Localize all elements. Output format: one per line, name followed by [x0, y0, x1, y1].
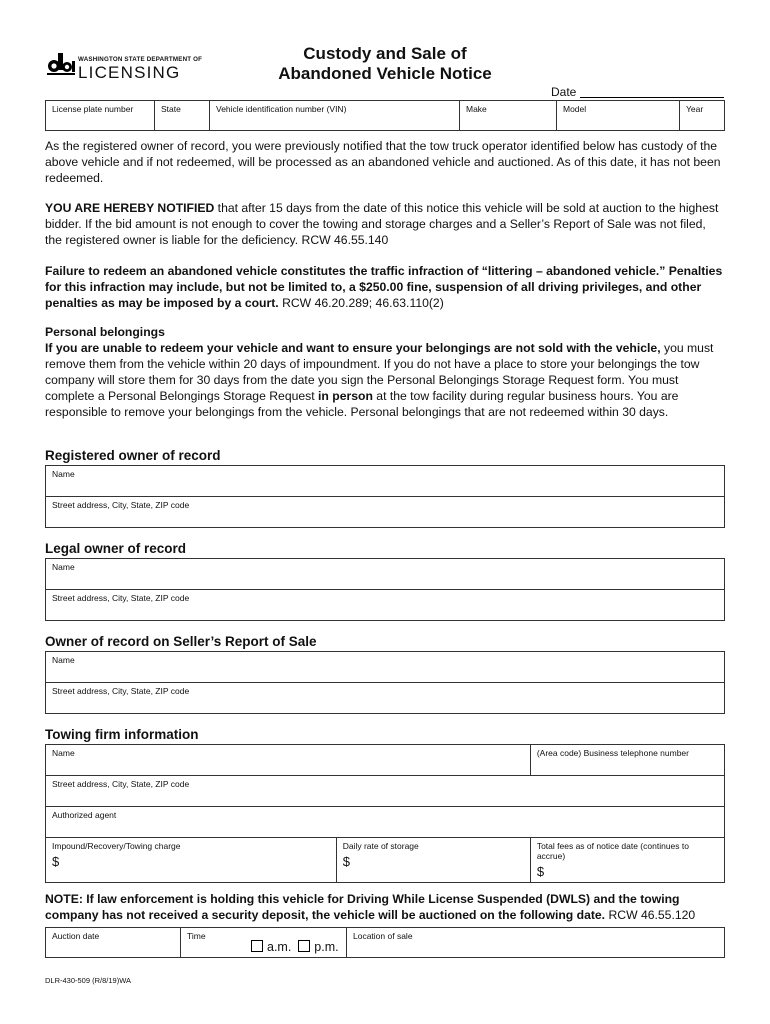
daily-rate-dollar: $ — [342, 854, 350, 869]
license-plate-field[interactable]: License plate number — [46, 101, 155, 131]
seller-owner-name-field[interactable]: Name — [46, 652, 725, 683]
towing-address-field[interactable]: Street address, City, State, ZIP code — [46, 776, 725, 807]
dwls-note: NOTE: If law enforcement is holding this vehicle for Driving While License Suspended (DWLS) and the towing company has not received a security deposit, the vehicle will be auctioned on the following date. RCW 46.55.120 — [45, 892, 696, 922]
date-label: Date — [551, 85, 577, 99]
pm-label: p.m. — [314, 940, 339, 954]
seller-owner-heading: Owner of record on Seller’s Report of Sale — [45, 634, 317, 649]
auction-date-field[interactable]: Auction date — [46, 928, 181, 958]
authorized-agent-field[interactable]: Authorized agent — [46, 807, 725, 838]
location-of-sale-field[interactable]: Location of sale — [347, 928, 725, 958]
auction-time-field[interactable]: Time a.m. p.m. — [181, 928, 347, 958]
legal-owner-heading: Legal owner of record — [45, 541, 187, 556]
agency-logo-word: LICENSING — [78, 63, 181, 82]
model-field[interactable]: Model — [557, 101, 680, 131]
seller-owner-address-field[interactable]: Street address, City, State, ZIP code — [46, 683, 725, 714]
registered-owner-name-field[interactable]: Name — [46, 466, 725, 497]
towing-firm-heading: Towing firm information — [45, 727, 199, 742]
infraction-paragraph: Failure to redeem an abandoned vehicle constitutes the traffic infraction of “littering – abandoned vehicle.” Penalties for this infraction may include, but not be limited to, a $250.00 fine, suspension of all driving privileges, and other penalties as may be imposed by a court. RCW 46.20.289; 46.63.110(2) — [45, 264, 723, 310]
title-line-1: Custody and Sale of — [303, 44, 467, 63]
vehicle-table — [45, 100, 725, 131]
registered-owner-address-field[interactable]: Street address, City, State, ZIP code — [46, 497, 725, 528]
state-field[interactable]: State — [155, 101, 210, 131]
dol-logo-icon — [44, 53, 76, 77]
registered-owner-table — [45, 465, 725, 528]
year-field[interactable]: Year — [680, 101, 725, 131]
pm-checkbox[interactable] — [298, 940, 310, 952]
auction-table — [45, 927, 725, 958]
notice-paragraph-1: As the registered owner of record, you were previously notified that the tow truck operator identified below has custody of the above vehicle and if not redeemed, will be processed as an abandoned vehicle and auctioned. As of this date, it has not been redeemed. — [45, 139, 721, 185]
impound-charge-field[interactable]: Impound/Recovery/Towing charge $ — [46, 838, 337, 883]
legal-owner-address-field[interactable]: Street address, City, State, ZIP code — [46, 590, 725, 621]
seller-owner-table — [45, 651, 725, 714]
date-field[interactable] — [580, 97, 724, 98]
legal-owner-name-field[interactable]: Name — [46, 559, 725, 590]
am-checkbox[interactable] — [251, 940, 263, 952]
legal-owner-table — [45, 558, 725, 621]
belongings-paragraph: Personal belongings If you are unable to redeem your vehicle and want to ensure your belongings are not sold with the vehicle, you must remove them from the vehicle within 20 days of impoundment. If you do not have a place to store your belongings the tow company will store them for 30 days from the date you sign the Personal Belongings Storage Request form. You must complete a Personal Belongings Storage Request in person at the tow facility during regular business hours. You are responsible to remove your belongings from the vehicle. Personal belongings that are not redeemed within 30 days. — [45, 324, 725, 420]
towing-name-field[interactable]: Name — [46, 745, 531, 776]
registered-owner-heading: Registered owner of record — [45, 448, 221, 463]
title-line-2: Abandoned Vehicle Notice — [278, 64, 492, 83]
am-label: a.m. — [267, 940, 292, 954]
total-fees-field[interactable]: Total fees as of notice date (continues to accrue) $ — [530, 838, 724, 883]
agency-name: WASHINGTON STATE DEPARTMENT OF — [78, 56, 203, 63]
towing-firm-table — [45, 744, 725, 883]
towing-phone-field[interactable]: (Area code) Business telephone number — [530, 745, 724, 776]
belongings-heading: Personal belongings — [45, 325, 165, 339]
total-fees-dollar: $ — [536, 864, 545, 879]
form-title — [250, 44, 520, 84]
impound-charge-dollar: $ — [52, 854, 60, 869]
notice-paragraph-2: YOU ARE HEREBY NOTIFIED that after 15 days from the date of this notice this vehicle will be sold at auction to the highest bidder. If the bid amount is not enough to cover the towing and storage charges and a Seller’s Report of Sale was not filed, the registered owner is liable for the deficiency. RCW 46.55.140 — [45, 201, 719, 247]
make-field[interactable]: Make — [460, 101, 557, 131]
daily-rate-field[interactable]: Daily rate of storage $ — [336, 838, 530, 883]
form-id: DLR-430-509 (R/8/19)WA — [45, 976, 132, 985]
vin-field[interactable]: Vehicle identification number (VIN) — [210, 101, 460, 131]
